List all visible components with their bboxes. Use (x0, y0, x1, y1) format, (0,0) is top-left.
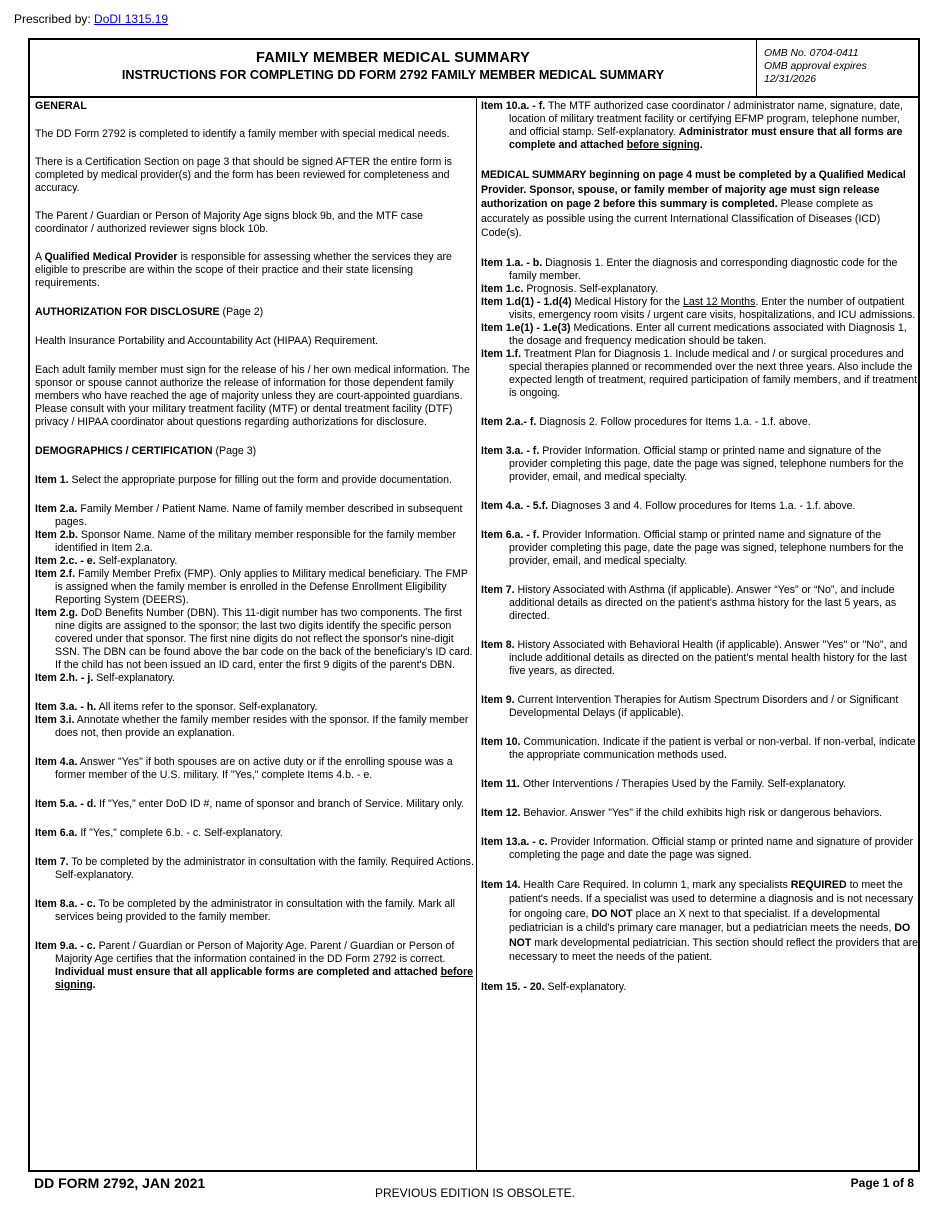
prescribed-by (14, 12, 168, 26)
section-demographics-heading: DEMOGRAPHICS / CERTIFICATION (Page 3) (35, 445, 257, 457)
ms-item-1c: Item 1.c. Prognosis. Self-explanatory. (481, 282, 659, 295)
general-para-3: The Parent / Guardian or Person of Majority Age signs block 9b, and the MTF case coordinator / authorized reviewer signs block 10b. (35, 210, 424, 235)
ms-item-13: Item 13.a. - c. Provider Information. Official stamp or printed name and signature of provider completing the page and date the page was signed. (481, 835, 914, 861)
right-column (481, 100, 919, 994)
section-authorization-heading: AUTHORIZATION FOR DISCLOSURE (Page 2) (35, 306, 264, 318)
page-number: Page 1 of 8 (850, 1176, 914, 1190)
item-2c: Item 2.c. - e. Self-explanatory. (35, 555, 178, 567)
item-2h: Item 2.h. - j. Self-explanatory. (35, 672, 175, 684)
ms-item-1f: Item 1.f. Treatment Plan for Diagnosis 1. Include medical and / or surgical procedures and special therapies planned or recommended over the next three years. Also include the expected length of treatment, required participation of family members, and if treatment is ongoing. (481, 347, 918, 399)
omb-number: OMB No. 0704-0411 (764, 48, 859, 59)
item-4a: Item 4.a. Answer "Yes" if both spouses are on active duty or if the enrolling spouse was a former member of the U.S. military. If "Yes," complete Items 4.b. - e. (35, 756, 453, 781)
omb-expires-label: OMB approval expires (764, 61, 867, 72)
item-1: Item 1. Select the appropriate purpose for filling out the form and provide documentation. (35, 474, 452, 486)
ms-item-14: Item 14. Health Care Required. In column 1, mark any specialists REQUIRED to meet the patient's needs. If a specialist was used to determine a diagnosis and is not necessary for ongoing care, DO NOT place an X next to that specialist. If a developmental pediatrician is a child's primary care manager, but a pediatrician meets the needs, DO NOT mark developmental pediatrician. This section should reflect the providers that are necessary to meet the needs of the patient. (481, 878, 919, 963)
item-5a: Item 5.a. - d. If "Yes," enter DoD ID #, name of sponsor and branch of Service. Military only. (35, 798, 465, 810)
general-para-2: There is a Certification Section on page 3 that should be signed AFTER the entire form is completed by medical provider(s) and the form has been reviewed for completeness and accuracy. (35, 156, 452, 194)
item-6a: Item 6.a. If "Yes," complete 6.b. - c. Self-explanatory. (35, 827, 283, 839)
ms-item-15: Item 15. - 20. Self-explanatory. (481, 980, 627, 993)
omb-info (764, 47, 867, 86)
authorization-para-2: Each adult family member must sign for the release of his / her own medical information. The sponsor or spouse cannot authorize the release of information for those dependent family members who have reached the age of majority unless they are court-appointed guardians. Please consult with your military treatment facility (MTF) or dental treatment facility (DTF) privacy / HIPAA coordinator about questions regarding authorizations for disclosure. (35, 364, 470, 428)
prescribed-label: Prescribed by: (14, 12, 91, 26)
form-frame (28, 38, 920, 1172)
ms-item-4: Item 4.a. - 5.f. Diagnoses 3 and 4. Follow procedures for Items 1.a. - 1.f. above. (481, 499, 856, 512)
item-9: Item 9.a. - c. Parent / Guardian or Person of Majority Age. Parent / Guardian or Person of Majority Age certifies that the information contained in the DD Form 2792 is correct. Individual must ensure that all applicable forms are completed and attached before signing. (35, 940, 473, 991)
item-2f: Item 2.f. Family Member Prefix (FMP). Only applies to Military medical beneficiary. The FMP is assigned when the family member is enrolled in the Defense Enrollment Eligibility Reporting System (DEERS). (35, 568, 468, 606)
ms-item-3: Item 3.a. - f. Provider Information. Official stamp or printed name and signature of the provider completing this page, date the page was signed, telephone numbers for the provider, email, and medical specialty. (481, 444, 904, 483)
form-title: FAMILY MEMBER MEDICAL SUMMARY (255, 50, 531, 66)
ms-item-1d: Item 1.d(1) - 1.d(4) Medical History for the Last 12 Months. Enter the number of outpatient visits, emergency room visits / urgent care visits, hospitalizations, and ICU admissions. (481, 295, 916, 321)
obsolete-notice: PREVIOUS EDITION IS OBSOLETE. (374, 1186, 576, 1200)
item-2b: Item 2.b. Sponsor Name. Name of the military member responsible for the family member identified in Item 2.a. (35, 529, 456, 554)
item-7: Item 7. To be completed by the administrator in consultation with the family. Required Actions. Self-explanatory. (35, 856, 474, 881)
left-column (35, 100, 475, 992)
ms-item-11: Item 11. Other Interventions / Therapies Used by the Family. Self-explanatory. (481, 777, 847, 790)
form-header (30, 40, 918, 98)
authorization-para-1: Health Insurance Portability and Accountability Act (HIPAA) Requirement. (35, 335, 379, 347)
ms-item-8: Item 8. History Associated with Behavioral Health (if applicable). Answer "Yes" or "No", and include additional details as directed on the patient's mental health history for the last five years, as directed. (481, 638, 908, 677)
column-divider (476, 96, 477, 1172)
item-2g: Item 2.g. DoD Benefits Number (DBN). This 11-digit number has two components. The first nine digits are assigned to the sponsor; the last two digits identify the specific person covered under that sponsor. The first nine digits do not reflect the sponsor's nine-digit SSN. The DBN can be found above the bar code on the back of the beneficiary's ID card. If the child has not been issued an ID card, enter the first 9 digits of the parent's DBN. (35, 607, 473, 671)
ms-item-2: Item 2.a.- f. Diagnosis 2. Follow procedures for Items 1.a. - 1.f. above. (481, 415, 811, 428)
ms-item-6: Item 6.a. - f. Provider Information. Official stamp or printed name and signature of the provider completing this page, date the page was signed, telephone numbers for the provider, email, and medical specialty. (481, 528, 904, 567)
prescribed-link[interactable]: DoDI 1315.19 (94, 12, 169, 26)
medical-summary-intro: MEDICAL SUMMARY beginning on page 4 must be completed by a Qualified Medical Provider. Sponsor, spouse, or family member of majority age must sign release authorization on page 2 before this summary is completed. Please complete as accurately as possible using the current International Classification of Diseases (ICD) Code(s). (481, 169, 906, 239)
omb-expires-date: 12/31/2026 (764, 74, 817, 85)
general-para-1: The DD Form 2792 is completed to identify a family member with special medical needs. (35, 128, 450, 140)
ms-item-1ab: Item 1.a. - b. Diagnosis 1. Enter the diagnosis and corresponding diagnostic code for the family member. (481, 256, 898, 282)
section-general-heading: GENERAL (35, 100, 87, 112)
item-8: Item 8.a. - c. To be completed by the administrator in consultation with the family. Mark all services being provided to the family member. (35, 898, 456, 923)
ms-item-12: Item 12. Behavior. Answer "Yes" if the child exhibits high risk or dangerous behaviors. (481, 806, 883, 819)
form-subtitle: INSTRUCTIONS FOR COMPLETING DD FORM 2792 FAMILY MEMBER MEDICAL SUMMARY (121, 68, 665, 82)
header-title-box (30, 40, 757, 96)
general-para-4: A Qualified Medical Provider is responsible for assessing whether the services they are eligible to prescribe are within the scope of their practice and their state licensing requirements. (35, 251, 452, 289)
item-2a: Item 2.a. Family Member / Patient Name. Name of family member described in subsequent pages. (35, 503, 463, 528)
ms-item-10: Item 10. Communication. Indicate if the patient is verbal or non-verbal. If non-verbal, indicate the appropriate communication methods used. (481, 735, 916, 761)
item-3i: Item 3.i. Annotate whether the family member resides with the sponsor. If the family member does not, then provide an explanation. (35, 714, 469, 739)
ms-item-9: Item 9. Current Intervention Therapies for Autism Spectrum Disorders and / or Significant Developmental Delays (if applicable). (481, 693, 899, 719)
item-3a: Item 3.a. - h. All items refer to the sponsor. Self-explanatory. (35, 701, 318, 713)
form-id: DD FORM 2792, JAN 2021 (34, 1175, 206, 1191)
ms-item-1e: Item 1.e(1) - 1.e(3) Medications. Enter all current medications associated with Diagnosis 1, the dosage and frequency medication should be taken. (481, 321, 907, 347)
item-10: Item 10.a. - f. The MTF authorized case coordinator / administrator name, signature, date, location of military treatment facility or certifying EFMP program, telephone number, and official stamp. Self-explanatory. Administrator must ensure that all forms are complete and attached before signing. (481, 100, 904, 151)
ms-item-7: Item 7. History Associated with Asthma (if applicable). Answer “Yes” or “No”, and include additional details as directed on the patient's asthma history for the last 5 years, as directed. (481, 583, 897, 622)
